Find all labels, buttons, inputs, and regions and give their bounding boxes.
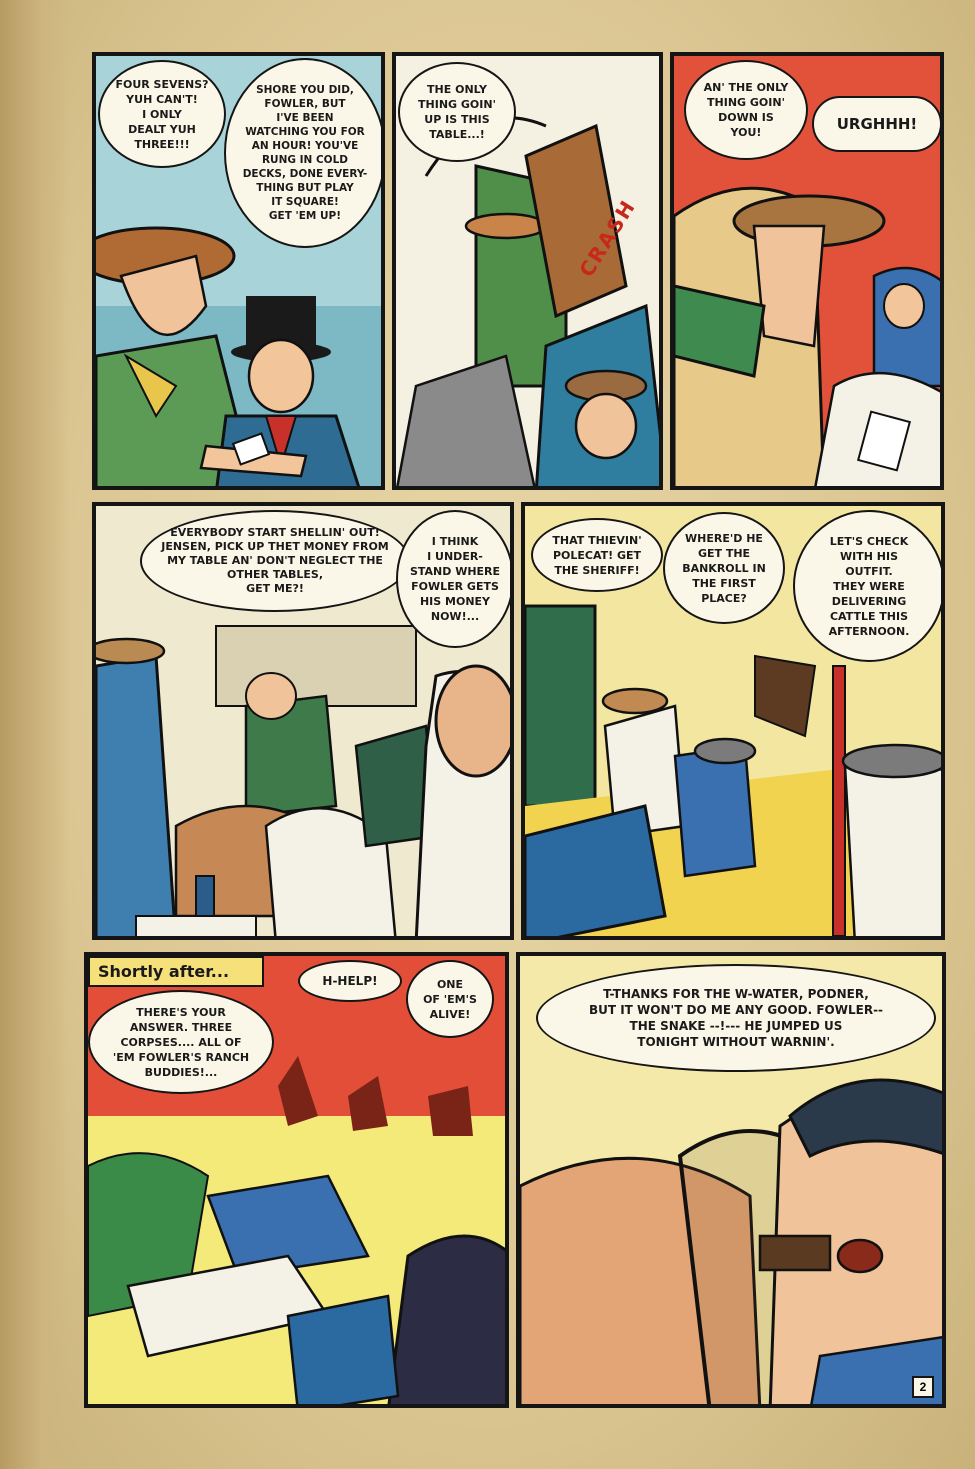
panel-1	[92, 52, 385, 490]
speech-bubble-shellin-out: EVERYBODY START SHELLIN' OUT! JENSEN, PICK UP THET MONEY FROM MY TABLE AN' DON'T NEGLECT THE OTHER TABLES, GET ME?!	[140, 510, 410, 612]
sound-effect-crash: CRASH	[574, 194, 641, 282]
panel-2	[392, 52, 663, 490]
torn-page-edge	[0, 0, 70, 1469]
speech-bubble-check-outfit: LET'S CHECK WITH HIS OUTFIT. THEY WERE DELIVERING CATTLE THIS AFTERNOON.	[793, 510, 945, 662]
panel-4	[92, 502, 514, 940]
speech-bubble-thanks-water: T-THANKS FOR THE W-WATER, PODNER, BUT IT WON'T DO ME ANY GOOD. FOWLER-- THE SNAKE --!--- HE JUMPED US TONIGHT WITHOUT WARNIN'.	[536, 964, 936, 1072]
speech-bubble-your-answer: THERE'S YOUR ANSWER. THREE CORPSES.... ALL OF 'EM FOWLER'S RANCH BUDDIES!...	[88, 990, 274, 1094]
panel-7	[516, 952, 946, 1408]
speech-bubble-bankroll: WHERE'D HE GET THE BANKROLL IN THE FIRST PLACE?	[663, 512, 785, 624]
caption-shortly-after: Shortly after...	[88, 956, 264, 987]
speech-bubble-h-help: H-HELP!	[298, 960, 402, 1002]
speech-bubble-goin-down: AN' THE ONLY THING GOIN' DOWN IS YOU!	[684, 60, 808, 160]
speech-bubble-shore-you-did: SHORE YOU DID, FOWLER, BUT I'VE BEEN WATCHING YOU FOR AN HOUR! YOU'VE RUNG IN COLD DECKS, DONE EVERY- THING BUT PLAY IT SQUARE! GET 'EM UP!	[224, 58, 385, 248]
panel-5	[521, 502, 945, 940]
speech-bubble-goin-up: THE ONLY THING GOIN' UP IS THIS TABLE...!	[398, 62, 516, 162]
speech-bubble-urghhh: URGHHH!	[812, 96, 942, 152]
thought-bubble-i-think: I THINK I UNDER- STAND WHERE FOWLER GETS HIS MONEY NOW!...	[396, 510, 514, 648]
speech-bubble-four-sevens: FOUR SEVENS? YUH CAN'T! I ONLY DEALT YUH THREE!!!	[98, 60, 226, 168]
panel-6	[84, 952, 509, 1408]
panel-3	[670, 52, 944, 490]
page-number: 2	[912, 1376, 934, 1398]
speech-bubble-thievin-polecat: THAT THIEVIN' POLECAT! GET THE SHERIFF!	[531, 518, 663, 592]
speech-bubble-one-alive: ONE OF 'EM'S ALIVE!	[406, 960, 494, 1038]
